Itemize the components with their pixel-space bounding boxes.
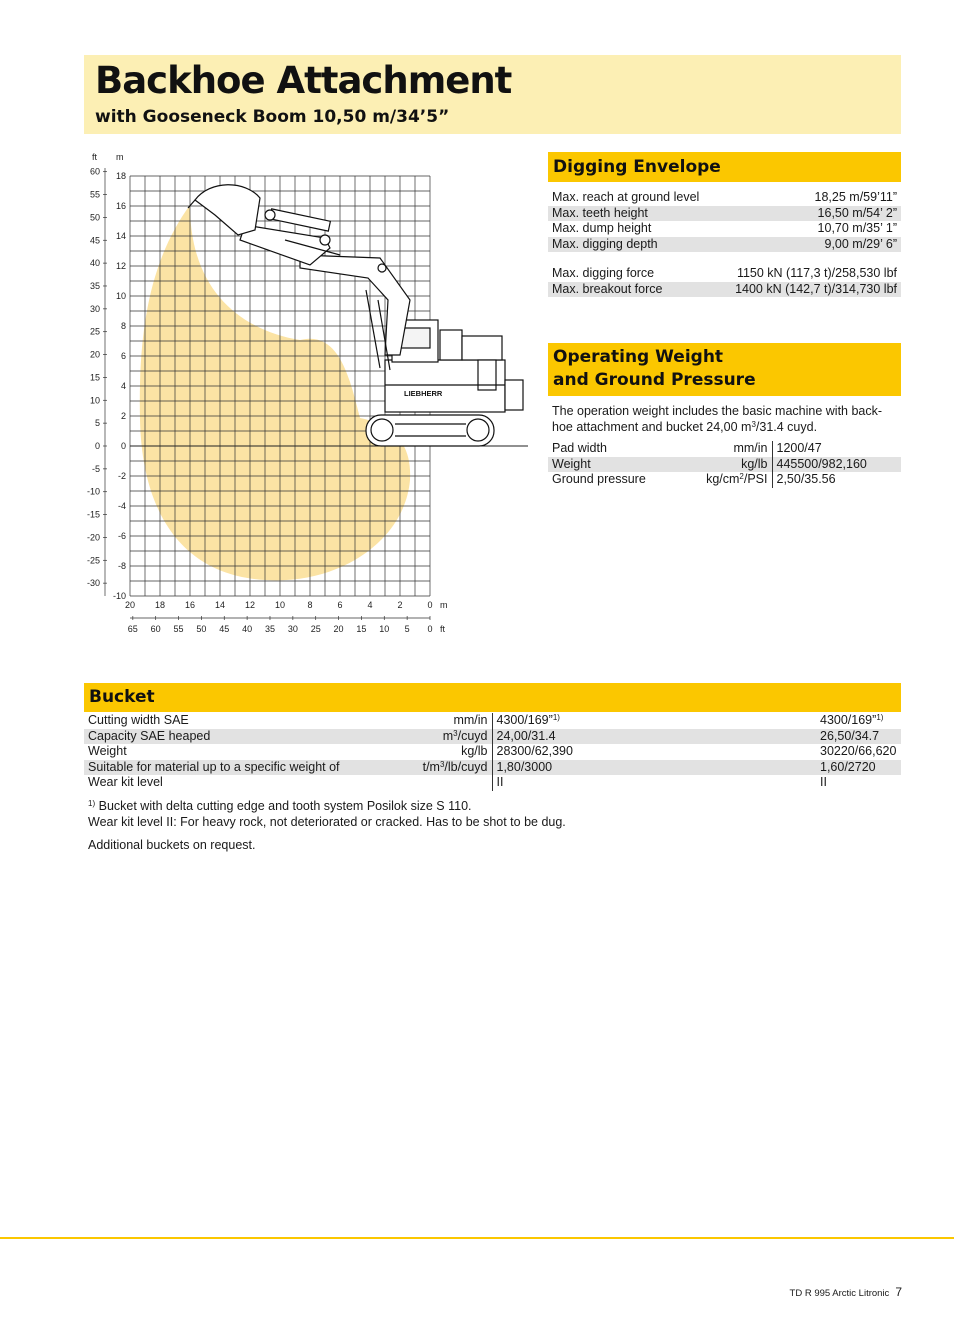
y-tick-ft: 60 (89, 166, 100, 177)
x-tick-m: 10 (274, 600, 286, 610)
row-label: Max. digging depth (548, 237, 717, 253)
y-tick-ft: -15 (86, 509, 100, 520)
spacer-cell (548, 252, 901, 266)
y-tick-ft: 45 (89, 235, 100, 246)
row-value: 1200/47 (772, 441, 901, 457)
row-value: 18,25 m/59’11” (814, 190, 897, 204)
row-label: Weight (548, 457, 681, 473)
x-tick-ft: 50 (196, 624, 207, 634)
y-tick-m: -2 (117, 471, 126, 481)
operating-weight-heading-line2: and Ground Pressure (553, 370, 756, 390)
row-value-1: 28300/62,390 (492, 744, 816, 760)
row-value-2: 30220/66,620 (820, 744, 897, 758)
row-value-1: 24,00/31.4 (492, 729, 816, 745)
page-number: 7 (895, 1285, 902, 1299)
x-tick-ft: 45 (219, 624, 230, 634)
y-tick-ft: 0 (94, 441, 100, 451)
row-unit: $kg/cm^2$/PSI (706, 472, 768, 486)
y-tick-m: 4 (120, 381, 126, 391)
row-value: 1150 kN (117,3 t)/258,530 lbf (736, 266, 897, 280)
operating-weight-heading-line1: Operating Weight (553, 347, 724, 367)
x-unit-ft: ft (440, 624, 446, 634)
y-tick-ft: 35 (89, 280, 100, 291)
row-label: Weight (88, 744, 127, 758)
x-tick-m: 16 (184, 600, 196, 610)
row-value-2: II (820, 775, 827, 789)
row-value: 1400 kN (142,7 t)/314,730 lbf (717, 282, 901, 298)
row-label: Capacity SAE heaped (84, 729, 404, 745)
table-row (84, 760, 901, 776)
y-tick-ft: -30 (86, 578, 100, 589)
row-label: Max. teeth height (548, 206, 717, 222)
bucket-footnotes (88, 798, 888, 853)
operating-weight-heading (548, 343, 901, 396)
row-unit: $m^3$/cuyd (404, 729, 492, 745)
row-label: Ground pressure (552, 472, 646, 486)
row-unit: mm/in (453, 713, 488, 727)
bucket-table (84, 713, 901, 791)
table-row (84, 729, 901, 745)
intro-line-1: The operation weight includes the basic machine with back- (552, 404, 883, 418)
x-tick-m: 12 (244, 600, 256, 610)
x-tick-m: 8 (307, 600, 313, 610)
y-tick-m: 2 (120, 411, 126, 421)
operating-weight-table (548, 441, 901, 488)
y-tick-ft: 40 (89, 258, 100, 269)
y-tick-ft: 15 (89, 372, 100, 383)
row-value: 10,70 m/35’ 1” (817, 221, 897, 235)
x-tick-m: 6 (337, 600, 343, 610)
row-unit (404, 775, 492, 791)
y-tick-m: 8 (120, 321, 126, 331)
table-row (548, 282, 901, 298)
row-label: Max. breakout force (548, 282, 717, 298)
table-row (548, 237, 901, 253)
row-value-1: 4300/169”$^{1)}$ (492, 713, 816, 729)
row-value-2: 1,60/2720 (816, 760, 901, 776)
table-row (548, 472, 901, 488)
bucket-heading (84, 683, 901, 712)
table-row (548, 190, 901, 206)
row-label: Max. dump height (552, 221, 652, 235)
row-value-1: 1,80/3000 (492, 760, 816, 776)
row-value-2: 4300/169”$^{1)}$ (820, 713, 884, 727)
x-tick-ft: 40 (242, 624, 253, 634)
row-label: Wear kit level (88, 775, 163, 789)
footnote-1: $^{1)}$ Bucket with delta cutting edge and tooth system Posilok size S 110. (88, 799, 472, 813)
y-tick-ft: -25 (86, 555, 100, 566)
row-label: Suitable for material up to a specific weight of (84, 760, 404, 776)
x-unit-m: m (440, 600, 448, 610)
y-tick-m: -8 (117, 561, 126, 571)
y-tick-ft: 25 (89, 326, 100, 337)
bucket-heading-text: Bucket (89, 687, 155, 707)
brand-text: LIEBHERR (404, 389, 443, 398)
row-unit: mm/in (733, 441, 768, 455)
x-tick-m: 2 (397, 600, 403, 610)
row-value-2: 26,50/34.7 (816, 729, 901, 745)
row-value: 16,50 m/54’ 2” (717, 206, 901, 222)
x-tick-ft: 20 (333, 624, 344, 634)
y-tick-ft: 55 (89, 189, 100, 200)
y-tick-m: -10 (112, 591, 126, 601)
x-tick-m: 18 (154, 600, 166, 610)
table-row (548, 221, 901, 237)
y-tick-ft: 30 (89, 303, 100, 314)
table-row (548, 457, 901, 473)
row-unit: kg/lb (461, 744, 488, 758)
y-tick-ft: 50 (89, 212, 100, 223)
row-value: 445500/982,160 (772, 457, 901, 473)
x-tick-ft: 65 (127, 624, 138, 634)
x-tick-ft: 60 (150, 624, 161, 634)
intro-line-2: hoe attachment and bucket 24,00 $m^3/31.4$ cuyd. (552, 420, 818, 434)
y-tick-m: 10 (115, 291, 126, 301)
footer-doc-name: TD R 995 Arctic Litronic (789, 1288, 890, 1299)
x-tick-ft: 30 (287, 624, 298, 634)
y-tick-m: 18 (115, 171, 126, 181)
title-banner (84, 55, 901, 134)
row-value: 2,50/35.56 (772, 472, 901, 488)
row-label: Pad width (552, 441, 607, 455)
y-tick-ft: 20 (89, 349, 100, 360)
y-tick-ft: -5 (91, 463, 100, 474)
y-tick-ft: 10 (89, 395, 100, 406)
page-title: Backhoe Attachment (95, 59, 512, 102)
row-label: Cutting width SAE (88, 713, 189, 727)
x-tick-ft: 5 (404, 624, 410, 634)
y-tick-m: -4 (117, 501, 126, 511)
digging-envelope-heading (548, 152, 901, 182)
row-unit: $t/m^3/lb$/cuyd (404, 760, 492, 776)
x-tick-ft: 55 (173, 624, 184, 634)
y-tick-m: 6 (120, 351, 126, 361)
table-spacer (548, 252, 901, 266)
y-tick-m: 16 (115, 201, 126, 211)
table-row (548, 266, 901, 282)
footer (790, 1285, 902, 1299)
x-tick-ft: 15 (356, 624, 367, 634)
y-tick-m: 0 (120, 441, 126, 451)
y-unit-m: m (116, 152, 124, 162)
table-row (84, 713, 901, 729)
additional-buckets-note: Additional buckets on request. (88, 838, 256, 852)
digging-envelope-heading-text: Digging Envelope (553, 157, 721, 177)
x-tick-ft: 25 (310, 624, 321, 634)
x-tick-m: 20 (124, 600, 136, 610)
x-tick-ft: 0 (427, 624, 433, 634)
footnote-2: Wear kit level II: For heavy rock, not deteriorated or cracked. Has to be shot to be dug. (88, 815, 566, 829)
table-row (84, 775, 901, 791)
y-tick-ft: 5 (94, 418, 100, 429)
y-tick-m: 14 (115, 231, 126, 241)
page-subtitle: with Gooseneck Boom 10,50 m/34’5” (95, 107, 450, 127)
working-range-diagram (0, 140, 540, 640)
row-label: Max. reach at ground level (552, 190, 700, 204)
x-tick-ft: 35 (264, 624, 275, 634)
y-unit-ft: ft (92, 152, 98, 162)
x-tick-m: 0 (427, 600, 433, 610)
x-tick-ft: 10 (379, 624, 390, 634)
y-tick-ft: -10 (86, 486, 100, 497)
footer-rule (0, 1237, 954, 1239)
digging-envelope-table (548, 190, 901, 297)
table-row (548, 206, 901, 222)
x-tick-m: 14 (214, 600, 226, 610)
table-row (548, 441, 901, 457)
row-value: 9,00 m/29’ 6” (717, 237, 901, 253)
row-value-1: II (492, 775, 816, 791)
row-label: Max. digging force (552, 266, 655, 280)
operating-weight-intro (552, 403, 901, 435)
y-tick-ft: -20 (86, 532, 100, 543)
y-tick-m: -6 (117, 531, 126, 541)
row-unit: kg/lb (681, 457, 772, 473)
x-tick-m: 4 (367, 600, 373, 610)
y-tick-m: 12 (115, 261, 126, 271)
table-row (84, 744, 901, 760)
